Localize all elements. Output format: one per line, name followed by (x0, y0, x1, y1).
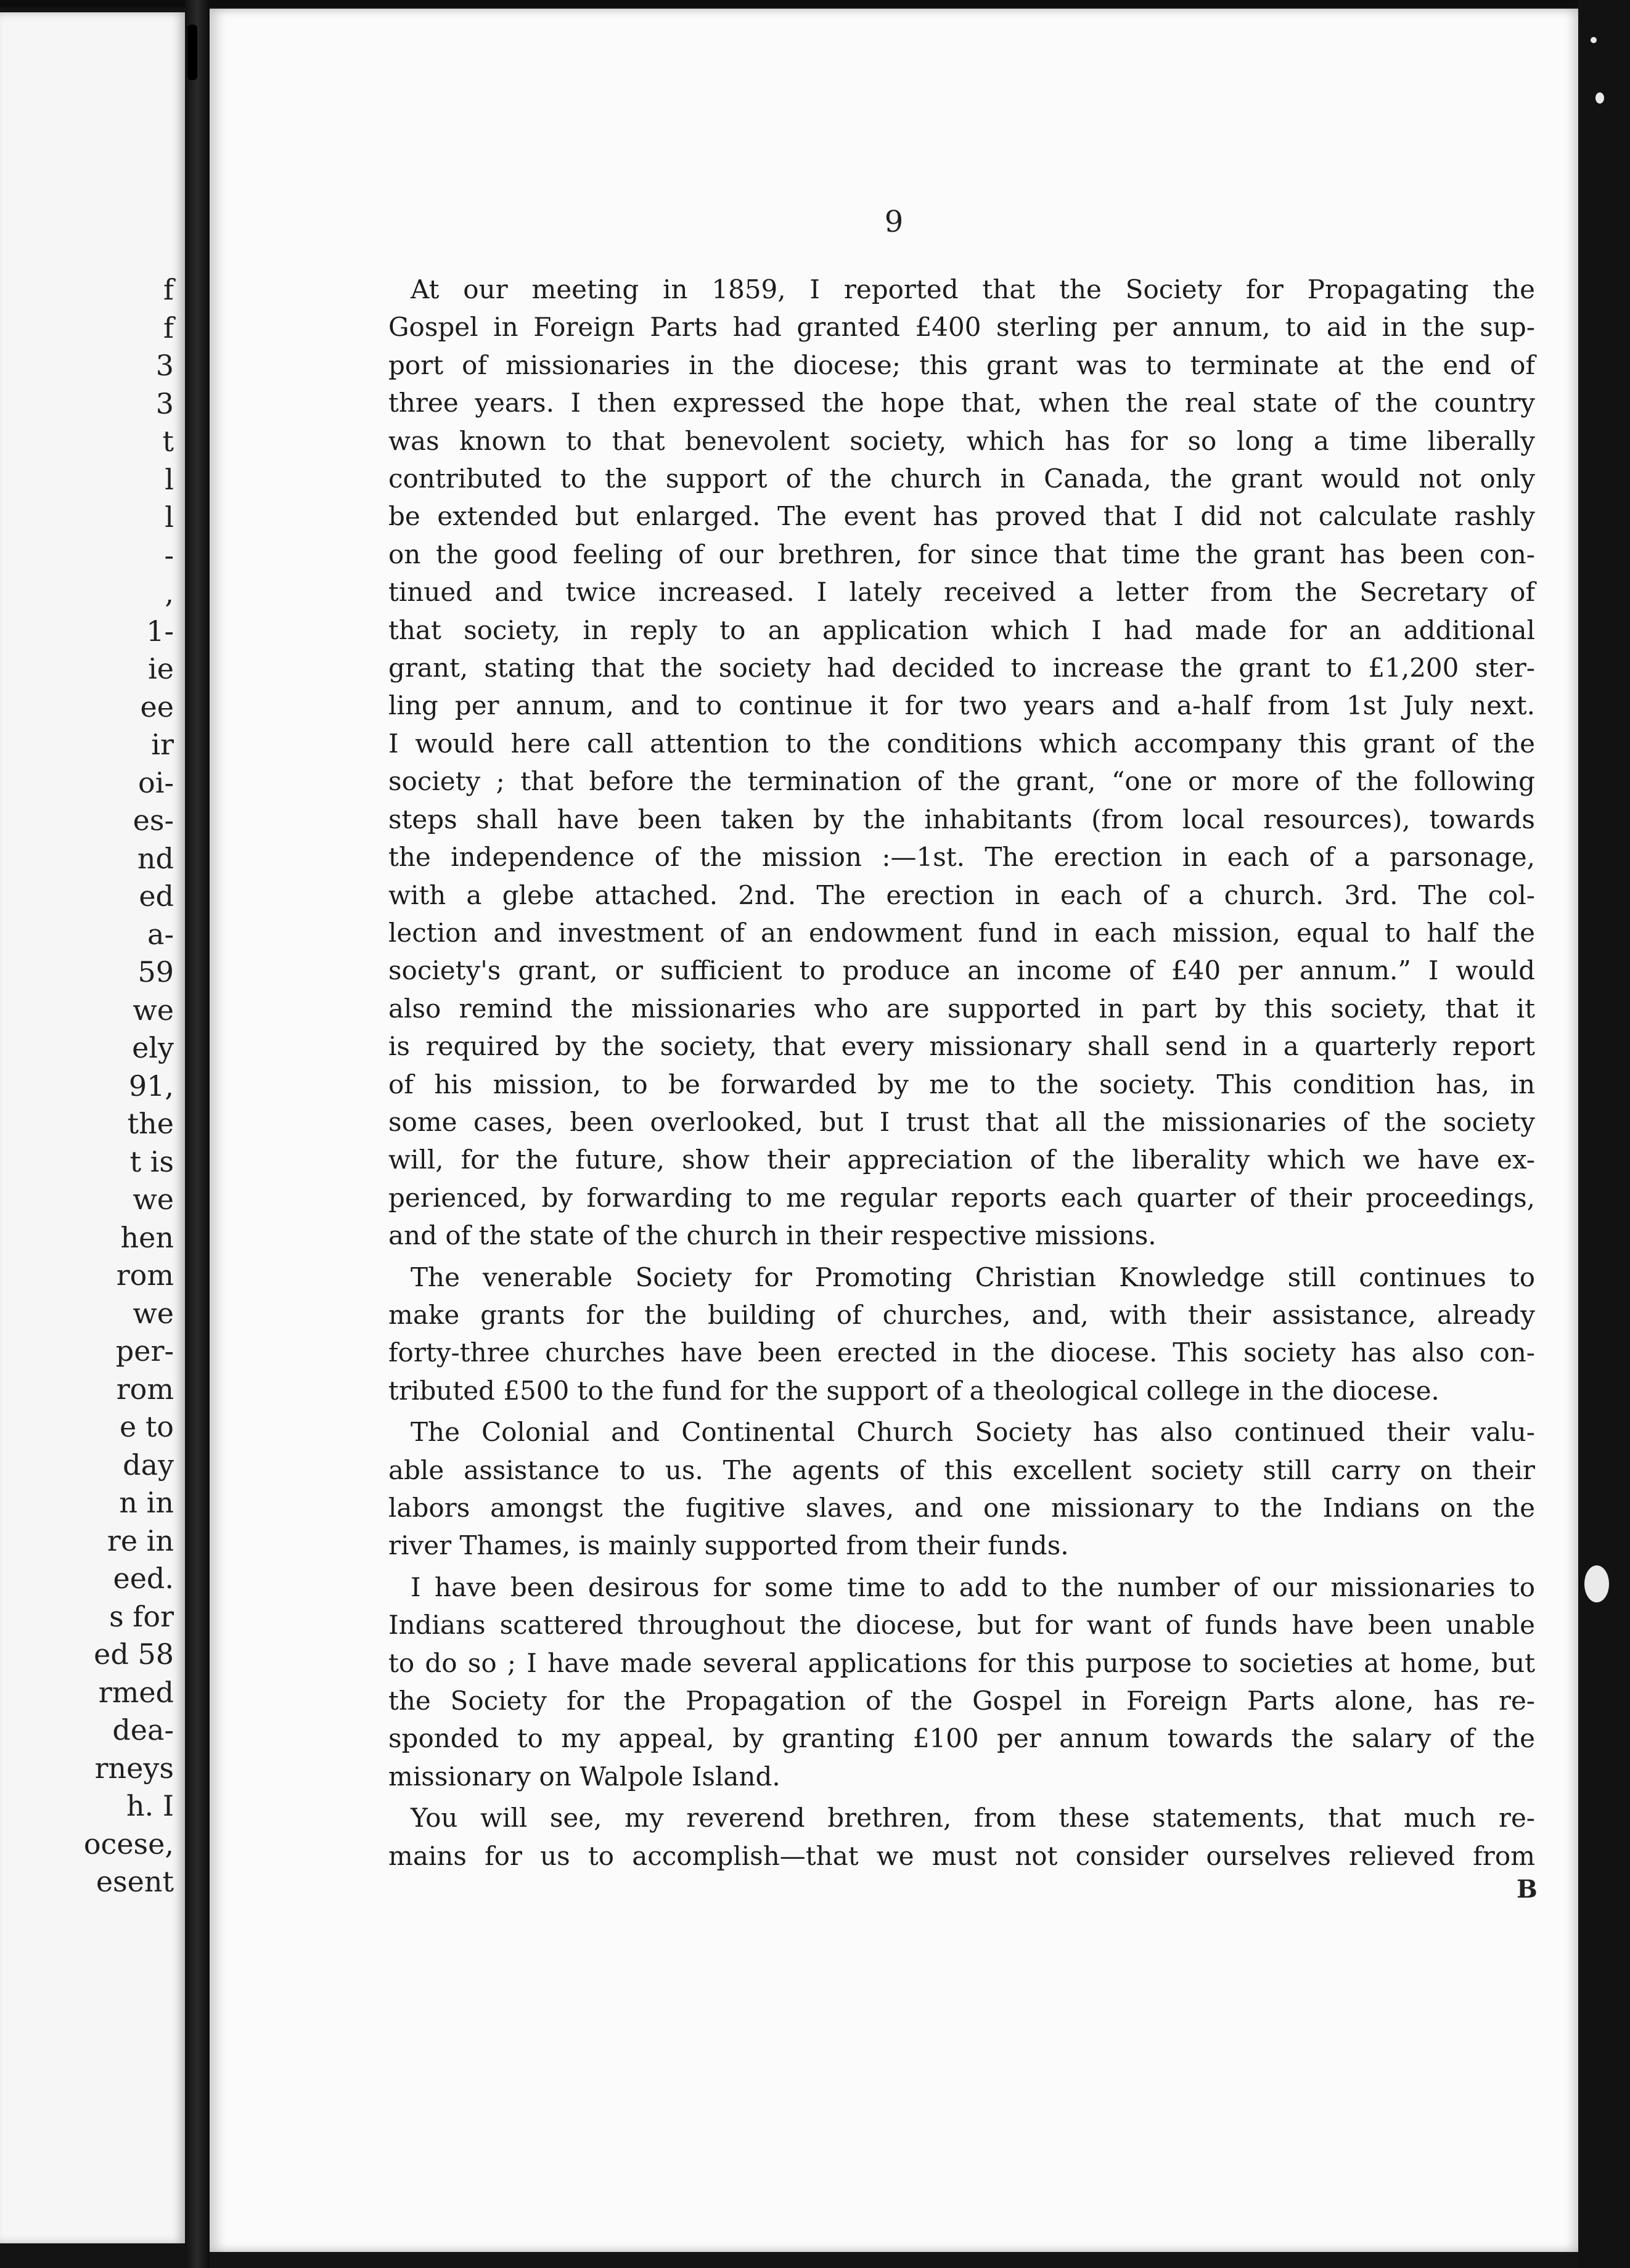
facing-page-line-end: re in (107, 1524, 174, 1557)
facing-page-line-end: s for (109, 1599, 174, 1633)
facing-page-line-end: , (165, 576, 174, 610)
text-line: perienced, by forwarding to me regular reports each quarter of their proceedings, (388, 1182, 1535, 1213)
text-line: will, for the future, show their appreciation of the liberality which we have ex- (388, 1144, 1535, 1175)
facing-page-line-end: ed 58 (94, 1638, 174, 1671)
text-line: society ; that before the termination of the grant, “one or more of the following (388, 766, 1535, 797)
text-line: Gospel in Foreign Parts had granted £400 sterling per annum, to aid in the sup- (388, 312, 1535, 343)
facing-page-line-end: nd (137, 841, 174, 875)
facing-page-line-end: we (133, 993, 174, 1027)
text-line: also remind the missionaries who are supported in part by this society, that it (388, 993, 1535, 1024)
text-line: The venerable Society for Promoting Christian Knowledge still continues to (411, 1262, 1535, 1292)
scan-border-right (1578, 0, 1630, 2268)
facing-page-line-end: rom (116, 1258, 174, 1292)
facing-page-fragment (0, 12, 185, 2243)
text-line: of his mission, to be forwarded by me to the society. This condition has, in (388, 1069, 1535, 1099)
facing-page-line-end: rneys (94, 1751, 174, 1785)
scan-border-top (0, 0, 1630, 7)
facing-page-line-end: e to (119, 1410, 174, 1443)
document-page (210, 9, 1578, 2252)
text-line: mains for us to accomplish—that we must not consider ourselves relieved from (388, 1840, 1535, 1871)
paragraph (388, 1799, 1535, 1875)
facing-page-line-end: esent (96, 1865, 174, 1898)
facing-page-line-end: h. I (126, 1789, 174, 1822)
text-line: At our meeting in 1859, I reported that the Society for Propagating the (411, 274, 1535, 304)
facing-page-line-end: hen (120, 1220, 174, 1254)
facing-page-line-end: es- (133, 804, 174, 837)
facing-page-line-end: ed (139, 879, 174, 913)
paragraph (388, 1568, 1535, 1795)
text-line: that society, in reply to an application which I had made for an additional (388, 614, 1535, 645)
facing-page-line-end: n in (119, 1486, 174, 1519)
text-line: Indians scattered throughout the diocese, but for want of funds have been unable (388, 1610, 1535, 1641)
text-line: make grants for the building of churches, and, with their assistance, already (388, 1299, 1535, 1330)
text-line: is required by the society, that every missionary shall send in a quarterly report (388, 1031, 1535, 1062)
facing-page-line-end: eed. (113, 1562, 174, 1595)
facing-page-line-end: ee (140, 690, 174, 724)
paragraph (388, 1258, 1535, 1410)
paragraph (388, 1413, 1535, 1565)
facing-page-line-end: l (165, 462, 174, 496)
text-line: the Society for the Propagation of the Gospel in Foreign Parts alone, has re- (388, 1686, 1535, 1716)
facing-page-line-end: we (133, 1183, 174, 1216)
text-line: river Thames, is mainly supported from their funds. (388, 1530, 1069, 1561)
text-line: contributed to the support of the church in Canada, the grant would not only (388, 463, 1535, 494)
text-line: I would here call attention to the conditions which accompany this grant of the (388, 728, 1535, 759)
facing-page-line-end: 1- (146, 614, 174, 648)
text-line: and of the state of the church in their respective missions. (388, 1220, 1157, 1251)
facing-page-line-end: the (127, 1107, 174, 1140)
facing-page-line-end: - (164, 538, 174, 572)
text-line: some cases, been overlooked, but I trust that all the missionaries of the society (388, 1106, 1535, 1137)
facing-page-line-end: day (123, 1448, 174, 1482)
facing-page-line-end: a- (147, 917, 174, 951)
text-line: tinued and twice increased. I lately received a letter from the Secretary of (388, 577, 1535, 608)
text-line: labors amongst the fugitive slaves, and one missionary to the Indians on the (388, 1493, 1535, 1523)
text-line: ling per annum, and to continue it for two years and a-half from 1st July next. (388, 690, 1535, 721)
text-line: be extended but enlarged. The event has proved that I did not calculate rashly (388, 501, 1535, 532)
facing-page-line-end: t (162, 425, 174, 458)
text-line: I have been desirous for some time to add to the number of our missionaries to (411, 1572, 1535, 1602)
text-line: lection and investment of an endowment fund in each mission, equal to half the (388, 917, 1535, 948)
text-line: the independence of the mission :—1st. The erection in each of a parsonage, (388, 842, 1535, 873)
facing-page-line-end: oi- (138, 765, 174, 799)
spine-clip-mark (187, 25, 197, 80)
text-line: You will see, my reverend brethren, from these statements, that much re- (411, 1803, 1535, 1834)
book-gutter (185, 0, 210, 2268)
scan-speck (1584, 1565, 1609, 1602)
text-line: tributed £500 to the fund for the support of a theological college in the diocese. (388, 1375, 1440, 1406)
text-line: missionary on Walpole Island. (388, 1761, 780, 1792)
signature-mark: B (1517, 1875, 1538, 1904)
facing-page-line-ends (63, 271, 174, 1901)
facing-page-line-end: 3 (155, 386, 174, 420)
facing-page-line-end: ocese, (83, 1827, 174, 1861)
text-line: able assistance to us. The agents of this excellent society still carry on their (388, 1454, 1535, 1485)
text-line: society's grant, or sufficient to produce an income of £40 per annum.” I would (388, 955, 1535, 986)
facing-page-line-end: rmed (98, 1675, 174, 1709)
text-line: port of missionaries in the diocese; this grant was to terminate at the end of (388, 349, 1535, 380)
facing-page-line-end: we (133, 1296, 174, 1330)
facing-page-line-end: dea- (112, 1713, 174, 1747)
text-line: to do so ; I have made several applications for this purpose to societies at home, but (388, 1647, 1535, 1678)
body-text (388, 271, 1535, 1875)
text-line: steps shall have been taken by the inhabitants (from local resources), towards (388, 804, 1535, 834)
facing-page-line-end: ir (151, 728, 174, 761)
facing-page-line-end: per- (115, 1334, 174, 1368)
facing-page-line-end: ely (132, 1031, 174, 1064)
page-number: 9 (884, 205, 904, 239)
facing-page-line-end: rom (116, 1372, 174, 1406)
text-line: The Colonial and Continental Church Society has also continued their valu- (411, 1417, 1535, 1448)
text-line: with a glebe attached. 2nd. The erection in each of a church. 3rd. The col- (388, 879, 1535, 910)
text-line: sponded to my appeal, by granting £100 per annum towards the salary of the (388, 1723, 1535, 1754)
facing-page-line-end: 91, (128, 1069, 174, 1103)
text-line: was known to that benevolent society, which has for so long a time liberally (388, 425, 1535, 456)
facing-page-line-end: 3 (155, 349, 174, 382)
text-line: grant, stating that the society had decided to increase the grant to £1,200 ster- (388, 653, 1535, 683)
text-line: three years. I then expressed the hope that, when the real state of the country (388, 388, 1535, 418)
scan-speck (1591, 37, 1597, 43)
paragraph (388, 271, 1535, 1255)
facing-page-line-end: t is (129, 1144, 174, 1178)
facing-page-line-end: ie (148, 652, 174, 685)
text-line: on the good feeling of our brethren, for since that time the grant has been con- (388, 539, 1535, 569)
facing-page-line-end: l (165, 500, 174, 534)
text-line: forty-three churches have been erected in the diocese. This society has also con- (388, 1337, 1535, 1368)
facing-page-line-end: f (163, 311, 174, 345)
scan-speck (1595, 92, 1604, 104)
facing-page-line-end: 59 (137, 955, 174, 989)
facing-page-line-end: f (163, 273, 174, 306)
